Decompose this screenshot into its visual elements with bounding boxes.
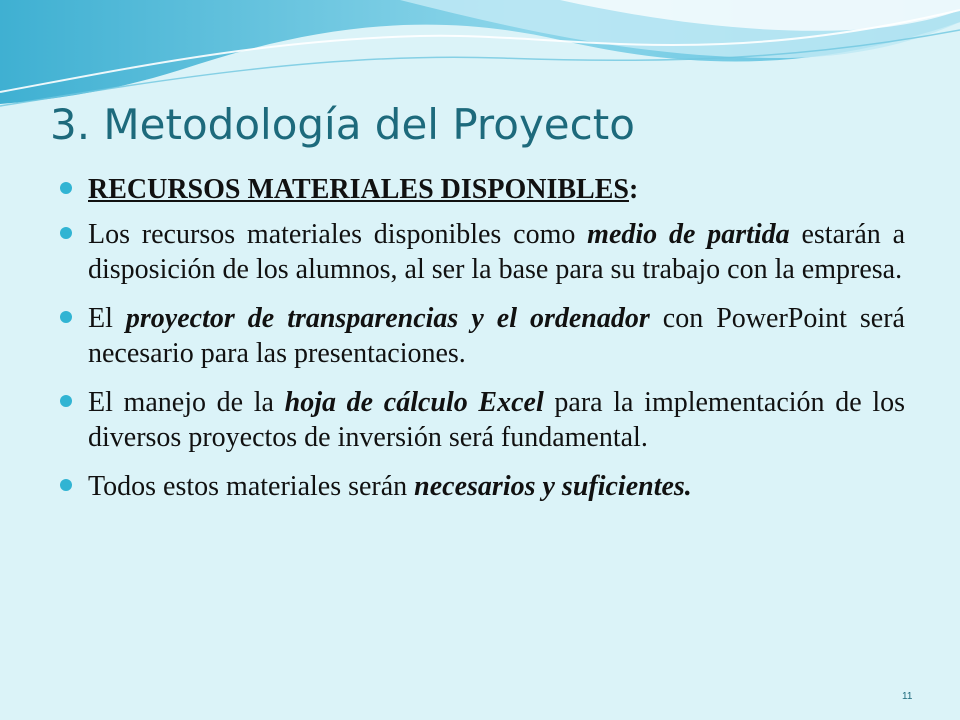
bullet-emphasis: necesarios y suficientes. (414, 471, 692, 502)
page-number: 11 (902, 691, 913, 702)
bullet-dot-icon (60, 182, 72, 194)
slide-title: 3. Metodología del Proyecto (50, 100, 635, 149)
bullet-text: Los recursos materiales disponibles como (88, 219, 588, 250)
bullet-dot-icon (60, 479, 72, 491)
bullet-text: con PowerPoint será necesario para las presentaciones. (88, 303, 905, 369)
section-heading: RECURSOS MATERIALES DISPONIBLES (88, 174, 629, 205)
bullet-item (60, 217, 905, 287)
bullet-text: Todos estos materiales serán (88, 471, 415, 502)
bullet-dot-icon (60, 227, 72, 239)
bullet-text: El (88, 303, 126, 334)
bullet-item (60, 469, 905, 504)
bullet-item (60, 301, 905, 371)
bullet-dot-icon (60, 395, 72, 407)
bullet-text: para la implementación de los diversos proyectos de inversión será fundamental. (88, 387, 905, 453)
bullet-list (60, 172, 905, 518)
bullet-emphasis: proyector de transparencias y el ordenador (125, 303, 650, 334)
bullet-emphasis: medio de partida (587, 219, 790, 250)
bullet-heading (60, 172, 905, 207)
bullet-item (60, 385, 905, 455)
bullet-dot-icon (60, 311, 72, 323)
heading-colon: : (628, 174, 639, 205)
bullet-text: estarán a disposición de los alumnos, al ser la base para su trabajo con la empresa. (88, 219, 906, 285)
bullet-text: El manejo de la (88, 387, 285, 418)
bullet-emphasis: hoja de cálculo Excel (284, 387, 544, 418)
